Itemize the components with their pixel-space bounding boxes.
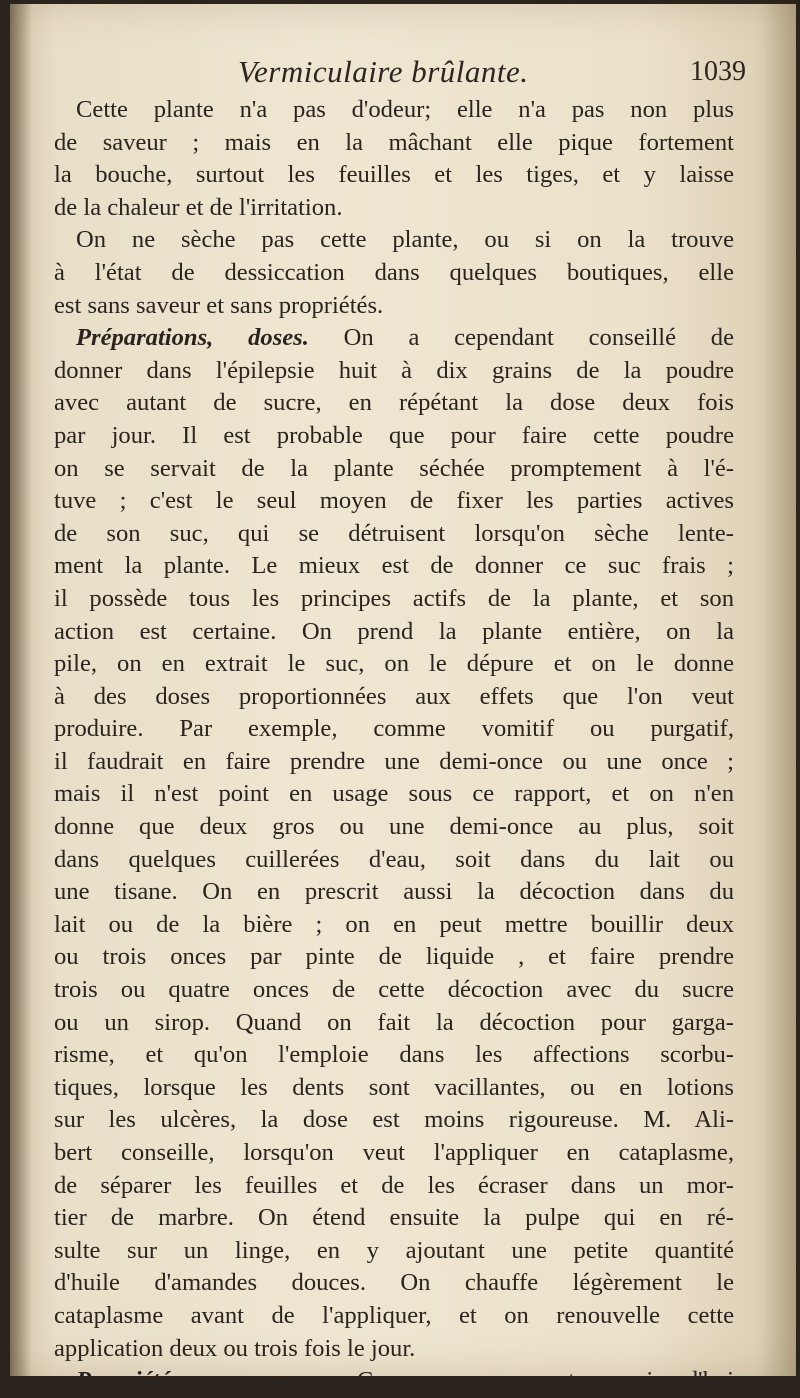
line-text: ou trois onces par pinte de liquide , et faire prendre — [54, 943, 734, 971]
line-text: de son suc, qui se détruisent lorsqu'on sèche lente- — [54, 519, 734, 547]
text-line — [54, 1267, 734, 1300]
line-text: dans quelques cuillerées d'eau, soit dans du lait ou — [54, 845, 734, 873]
section-heading: Préparations, doses. — [76, 324, 309, 352]
line-text: une tisane. On en prescrit aussi la décoction dans du — [54, 878, 734, 906]
text-line — [54, 1104, 734, 1137]
text-line — [54, 518, 734, 551]
line-text: action est certaine. On prend la plante entière, on la — [54, 617, 734, 645]
line-text: cataplasme avant de l'appliquer, et on renouvelle cette — [54, 1301, 734, 1329]
line-text: On ne sèche pas cette plante, ou si on la trouve — [76, 226, 734, 254]
line-text: tier de marbre. On étend ensuite la pulpe qui en ré- — [54, 1204, 734, 1232]
line-text: mais il n'est point en usage sous ce rapport, et on n'en — [54, 780, 734, 808]
text-line — [54, 1137, 734, 1170]
text-line — [54, 876, 734, 909]
line-text: il faudrait en faire prendre une demi-once ou une once ; — [54, 747, 734, 775]
text-line — [54, 583, 734, 616]
text-line — [54, 909, 734, 942]
text-line — [54, 322, 734, 355]
text-line — [54, 974, 734, 1007]
line-text: donner dans l'épilepsie huit à dix grains de la poudre — [54, 356, 734, 384]
text-line — [54, 387, 734, 420]
text-line — [54, 1039, 734, 1072]
text-line — [54, 550, 734, 583]
text-line — [54, 1202, 734, 1235]
line-text: à l'état de dessiccation dans quelques boutiques, elle — [54, 258, 734, 286]
line-text: donne que deux gros ou une demi-once au plus, soit — [54, 813, 734, 841]
text-line — [54, 1170, 734, 1203]
text-line — [54, 1072, 734, 1105]
line-text: avec autant de sucre, en répétant la dose deux fois — [54, 389, 734, 417]
text-line — [54, 420, 734, 453]
line-text: il possède tous les principes actifs de la plante, et son — [54, 584, 734, 612]
line-text: tuve ; c'est le seul moyen de fixer les parties actives — [54, 487, 734, 515]
line-text: sur les ulcères, la dose est moins rigoureuse. M. Ali- — [54, 1106, 734, 1134]
line-text: la bouche, surtout les feuilles et les tiges, et y laisse — [54, 161, 734, 189]
section-heading: Propriétés, usages. — [76, 1367, 309, 1395]
line-text: tiques, lorsque les dents sont vacillantes, ou en lotions — [54, 1073, 734, 1101]
text-line — [54, 224, 734, 257]
text-line — [54, 746, 734, 779]
text-line — [54, 713, 734, 746]
line-text: lait ou de la bière ; on en peut mettre bouillir deux — [54, 910, 734, 938]
line-text: Ce moyen est aujourd'hui — [308, 1367, 734, 1395]
line-text: de saveur ; mais en la mâchant elle pique fortement — [54, 128, 734, 156]
line-text: ment la plante. Le mieux est de donner ce suc frais ; — [54, 552, 734, 580]
line-text: risme, et qu'on l'emploie dans les affections scorbu- — [54, 1041, 734, 1069]
text-line — [54, 159, 734, 192]
page-number: 1039 — [690, 56, 746, 87]
text-line — [54, 844, 734, 877]
line-text: produire. Par exemple, comme vomitif ou purgatif, — [54, 715, 734, 743]
page-edge — [756, 4, 796, 1376]
text-line — [54, 355, 734, 388]
text-line — [54, 192, 734, 225]
text-line — [54, 1365, 734, 1398]
line-text: ou un sirop. Quand on fait la décoction pour garga- — [54, 1008, 734, 1036]
line-text: bert conseille, lorsqu'on veut l'appliquer en cataplasme, — [54, 1139, 734, 1166]
line-text: par jour. Il est probable que pour faire cette poudre — [54, 421, 734, 449]
body-text — [54, 94, 734, 1398]
text-line — [54, 453, 734, 486]
text-line — [54, 1235, 734, 1268]
running-head: Vermiculaire brûlante. — [238, 54, 529, 89]
line-text: de séparer les feuilles et de les écraser dans un mor- — [54, 1171, 734, 1199]
text-line — [54, 648, 734, 681]
text-line — [54, 811, 734, 844]
text-line — [54, 681, 734, 714]
text-line — [54, 485, 734, 518]
line-text: d'huile d'amandes douces. On chauffe légèrement le — [54, 1269, 734, 1297]
line-text: Cette plante n'a pas d'odeur; elle n'a pas non plus — [76, 96, 734, 123]
text-line — [54, 94, 734, 127]
book-page — [10, 4, 796, 1395]
text-line — [54, 1300, 734, 1333]
line-text: On a cependant conseillé de — [308, 324, 735, 352]
line-text: application deux ou trois fois le jour. — [54, 1334, 416, 1362]
text-line — [54, 290, 734, 323]
spine-shadow — [10, 4, 32, 1376]
text-line — [54, 1007, 734, 1040]
line-text: trois ou quatre onces de cette décoction avec du sucre — [54, 976, 734, 1004]
text-line — [54, 616, 734, 649]
line-text: à des doses proportionnées aux effets que l'on veut — [54, 682, 734, 710]
text-line — [54, 127, 734, 160]
line-text: de la chaleur et de l'irritation. — [54, 193, 343, 221]
line-text: est sans saveur et sans propriétés. — [54, 291, 384, 319]
text-line — [54, 778, 734, 811]
text-line — [54, 941, 734, 974]
text-line — [54, 257, 734, 290]
line-text: on se servait de la plante séchée promptement à l'é- — [54, 454, 734, 482]
line-text: pile, on en extrait le suc, on le dépure et on le donne — [54, 650, 734, 678]
text-line — [54, 1333, 734, 1366]
line-text: sulte sur un linge, en y ajoutant une petite quantité — [54, 1236, 734, 1264]
